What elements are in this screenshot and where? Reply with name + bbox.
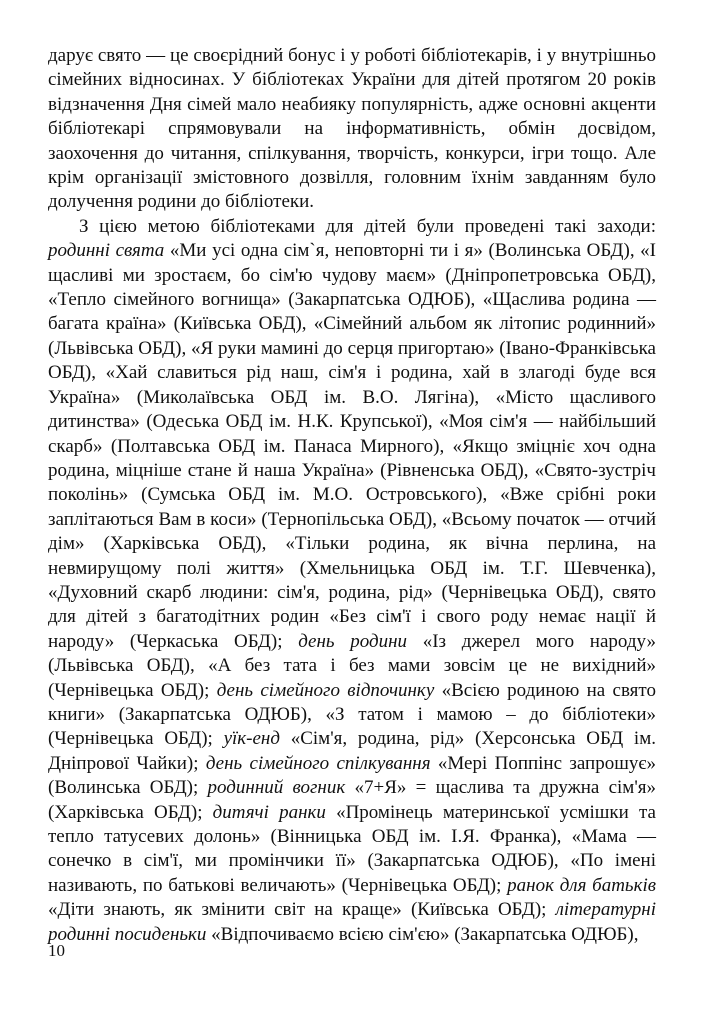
- page-body: [48, 44, 656, 947]
- text-segment: «Сім'я, родина, рід» (Херсонська ОБД ім. Дніпрової Чайки);: [48, 728, 656, 774]
- text-segment: «Промінець материнської усмішки та тепло татусевих долонь» (Вінницька ОБД ім. І.Я. Франка), «Мама — сонечко в сім'ї, ми промінчики її» (Закарпатська ОДЮБ), «По імені називають, по батькові величають» (Чернівецька ОБД);: [48, 801, 656, 896]
- event-type-literaturni-posydenky: літературні родинні посиденьки: [48, 899, 656, 945]
- event-type-den-simeinoho-vidpochynku: день сімейного відпочинку: [216, 679, 435, 701]
- event-type-ranok-dlya-batkiv: ранок для батьків: [507, 874, 656, 896]
- text-segment: «Відпочиваємо всією сім'єю» (Закарпатська ОДЮБ),: [206, 923, 639, 945]
- text-segment: «Мері Поппінс запрошує» (Волинська ОБД);: [48, 752, 657, 799]
- paragraph-2: [48, 215, 656, 947]
- text-segment: «Із джерел мого народу» (Львівська ОБД), «А без тата і без мами зовсім це не вихідний» (Чернівецька ОБД);: [48, 630, 657, 701]
- event-type-den-rodyny: день родини: [298, 630, 408, 652]
- text-segment: «Діти знають, як змінити світ на краще» (Київська ОБД);: [48, 899, 556, 921]
- text-segment: «7+Я» = щаслива та дружна сім'я» (Харківська ОБД);: [48, 777, 656, 823]
- event-type-dytyachi-ranky: дитячі ранки: [212, 801, 326, 823]
- text-segment: «Всією родиною на свято книги» (Закарпатська ОДЮБ), «З татом і мамою – до бібліотеки» (Чернівецька ОБД);: [48, 679, 656, 750]
- text-segment: З цією метою бібліотеками для дітей були проведені такі заходи:: [79, 215, 656, 237]
- event-type-rodynnyi-vohnyk: родинний вогник: [207, 777, 346, 799]
- event-type-rodynni-svyata: родинні свята: [48, 240, 165, 262]
- event-type-den-simeinoho-spilkuvannya: день сімейного спілкування: [205, 752, 431, 774]
- event-type-uik-end: уїк-енд: [223, 728, 280, 750]
- paragraph-1-text: дарує свято — це своєрідний бонус і у роботі бібліотекарів, і у внутрішньо сімейних відносинах. У бібліотеках України для дітей протягом 20 років відзначення Дня сімей мало неабияку популярність, адже основні акценти бібліотекарі спрямовували на інформативність, обмін досвідом, заохочення до читання, спілкування, творчість, конкурси, ігри тощо. Але крім організації змістовного дозвілля, головним їхнім завданням було долучення родини до бібліотеки.: [48, 45, 656, 213]
- page-number: 10: [48, 941, 65, 960]
- paragraph-1: [48, 44, 656, 215]
- text-segment: «Ми усі одна сім`я, неповторні ти і я» (Волинська ОБД), «І щасливі ми зростаєм, бо сім'ю чудову маєм» (Дніпропетровська ОБД), «Тепло сімейного вогнища» (Закарпатська ОДЮБ), «Щаслива родина — багата країна» (Київська ОБД), «Сімейний альбом як літопис родинний» (Львівська ОБД), «Я руки мамині до серця пригортаю» (Івано-Франківська ОБД), «Хай славиться рід наш, сім'я і родина, хай в злагоді буде вся Україна» (Миколаївська ОБД ім. В.О. Лягіна), «Місто щасливого дитинства» (Одеська ОБД ім. Н.К. Крупської), «Моя сім'я — найбільший скарб» (Полтавська ОБД ім. Панаса Мирного), «Якщо зміцніє хоч одна родина, міцніше стане й наша Україна» (Рівненська ОБД), «Свято-зустріч поколінь» (Сумська ОБД ім. М.О. Островського), «Вже срібні роки заплітаються Вам в коси» (Тернопільська ОБД), «Всьому початок — отчий дім» (Харківська ОБД), «Тільки родина, як вічна перлина, на невмирущому полі життя» (Хмельницька ОБД ім. Т.Г. Шевченка), «Духовний скарб людини: сім'я, родина, рід» (Чернівецька ОБД), свято для дітей з багатодітних родин «Без сім'ї і свого роду немає нації й народу» (Черкаська ОБД);: [48, 240, 656, 652]
